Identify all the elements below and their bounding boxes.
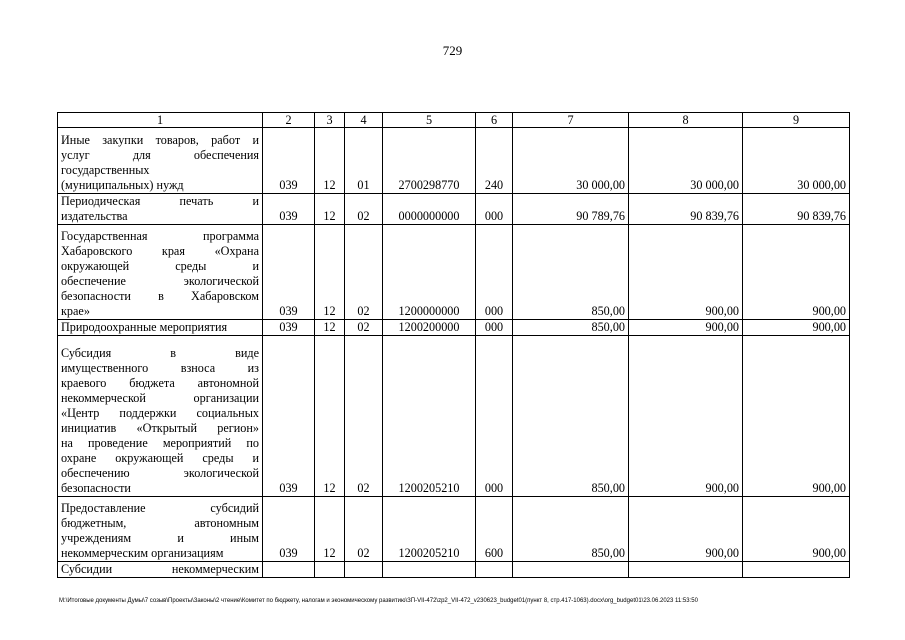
section-cell: 12 — [315, 194, 345, 225]
row-name-line: (муниципальных) нужд — [61, 178, 184, 192]
row-name-line: Государственная программа — [61, 229, 259, 243]
subsection-cell: 02 — [345, 336, 383, 497]
amount-cell: 900,00 — [743, 320, 850, 336]
row-name-line: Предоставление субсидий — [61, 501, 259, 515]
row-name-line: издательства — [61, 209, 128, 223]
target-article-cell: 1200200000 — [383, 320, 476, 336]
amount-cell: 90 839,76 — [629, 194, 743, 225]
amount-cell: 900,00 — [629, 497, 743, 562]
column-header: 1 — [58, 113, 263, 128]
amount-cell: 900,00 — [743, 497, 850, 562]
row-name-line: на проведение мероприятий по — [61, 436, 259, 450]
amount-cell: 850,00 — [513, 497, 629, 562]
expense-type-cell: 000 — [476, 194, 513, 225]
amount-cell: 30 000,00 — [513, 128, 629, 194]
column-header: 3 — [315, 113, 345, 128]
row-name-line: Периодическая печать и — [61, 194, 259, 208]
row-name-line: инициатив «Открытый регион» — [61, 421, 259, 435]
row-name-line: безопасности в Хабаровском — [61, 289, 259, 303]
row-name-line: безопасности — [61, 481, 131, 495]
amount-cell: 850,00 — [513, 225, 629, 320]
expense-type-cell: 000 — [476, 225, 513, 320]
column-header: 5 — [383, 113, 476, 128]
row-name-line: «Центр поддержки социальных — [61, 406, 259, 420]
section-cell — [315, 562, 345, 578]
column-header: 9 — [743, 113, 850, 128]
amount-cell: 900,00 — [629, 320, 743, 336]
subsection-cell — [345, 562, 383, 578]
subsection-cell: 02 — [345, 225, 383, 320]
row-name-line: Природоохранные мероприятия — [61, 320, 228, 334]
amount-cell: 900,00 — [629, 336, 743, 497]
column-header: 6 — [476, 113, 513, 128]
expense-type-cell — [476, 562, 513, 578]
amount-cell — [629, 562, 743, 578]
document-path-footer: M:\Итоговые документы Думы\7 созыв\Проекты\Законы\2 чтение\Комитет по бюджету, налогам и экономическому развитию\ЗП-VII-472\zp2_VII-472_v230623_budget01(пункт 8, стр.417-1063).docx\org_budget01\23.06.2023 11:53:50 — [59, 598, 698, 604]
row-name-line: обеспечение экологической — [61, 274, 259, 288]
target-article-cell: 2700298770 — [383, 128, 476, 194]
row-name-line: Хабаровского края «Охрана — [61, 244, 259, 258]
row-name-line: бюджетным, автономным — [61, 516, 259, 530]
expense-type-cell: 600 — [476, 497, 513, 562]
amount-cell: 850,00 — [513, 320, 629, 336]
column-header: 8 — [629, 113, 743, 128]
row-name-cell — [58, 320, 263, 336]
code-cell: 039 — [263, 194, 315, 225]
amount-cell: 900,00 — [629, 225, 743, 320]
expense-type-cell: 000 — [476, 320, 513, 336]
subsection-cell: 02 — [345, 320, 383, 336]
amount-cell: 90 789,76 — [513, 194, 629, 225]
row-name-line: некоммерческой организации — [61, 391, 259, 405]
code-cell: 039 — [263, 128, 315, 194]
subsection-cell: 01 — [345, 128, 383, 194]
row-name-line: имущественного взноса из — [61, 361, 259, 375]
code-cell: 039 — [263, 225, 315, 320]
page-number: 729 — [442, 43, 463, 58]
column-header: 7 — [513, 113, 629, 128]
row-name-line: окружающей среды и — [61, 259, 259, 273]
target-article-cell: 1200000000 — [383, 225, 476, 320]
row-name-cell — [58, 497, 263, 562]
expense-type-cell: 000 — [476, 336, 513, 497]
row-name-cell — [58, 194, 263, 225]
row-name-line: Субсидии некоммерческим — [61, 562, 259, 576]
row-name-cell — [58, 128, 263, 194]
row-name-line: услуг для обеспечения — [61, 148, 259, 162]
target-article-cell: 1200205210 — [383, 336, 476, 497]
target-article-cell: 0000000000 — [383, 194, 476, 225]
row-name-line: учреждениям и иным — [61, 531, 259, 545]
code-cell: 039 — [263, 336, 315, 497]
amount-cell: 30 000,00 — [743, 128, 850, 194]
row-name-line: Субсидия в виде — [61, 346, 259, 360]
amount-cell: 900,00 — [743, 336, 850, 497]
budget-table — [57, 112, 850, 578]
row-name-line: обеспечению экологической — [61, 466, 259, 480]
target-article-cell: 1200205210 — [383, 497, 476, 562]
row-name-line: некоммерческим организациям — [61, 546, 224, 560]
row-name-line: государственных — [61, 163, 150, 177]
table-header-row — [58, 113, 850, 128]
table-row — [58, 497, 850, 562]
amount-cell — [743, 562, 850, 578]
amount-cell: 850,00 — [513, 336, 629, 497]
amount-cell: 90 839,76 — [743, 194, 850, 225]
amount-cell: 30 000,00 — [629, 128, 743, 194]
section-cell: 12 — [315, 336, 345, 497]
subsection-cell: 02 — [345, 497, 383, 562]
row-name-line: крае» — [61, 304, 90, 318]
table-row — [58, 320, 850, 336]
section-cell: 12 — [315, 320, 345, 336]
table-row — [58, 225, 850, 320]
section-cell: 12 — [315, 497, 345, 562]
table-row — [58, 336, 850, 497]
subsection-cell: 02 — [345, 194, 383, 225]
amount-cell: 900,00 — [743, 225, 850, 320]
target-article-cell — [383, 562, 476, 578]
column-header: 4 — [345, 113, 383, 128]
row-name-cell — [58, 336, 263, 497]
expense-type-cell: 240 — [476, 128, 513, 194]
code-cell: 039 — [263, 497, 315, 562]
row-name-line: краевого бюджета автономной — [61, 376, 259, 390]
section-cell: 12 — [315, 128, 345, 194]
table-row — [58, 128, 850, 194]
row-name-line: Иные закупки товаров, работ и — [61, 133, 259, 147]
code-cell: 039 — [263, 320, 315, 336]
amount-cell — [513, 562, 629, 578]
row-name-cell — [58, 562, 263, 578]
code-cell — [263, 562, 315, 578]
table-row — [58, 562, 850, 578]
row-name-cell — [58, 225, 263, 320]
row-name-line: охране окружающей среды и — [61, 451, 259, 465]
section-cell: 12 — [315, 225, 345, 320]
table-row — [58, 194, 850, 225]
column-header: 2 — [263, 113, 315, 128]
